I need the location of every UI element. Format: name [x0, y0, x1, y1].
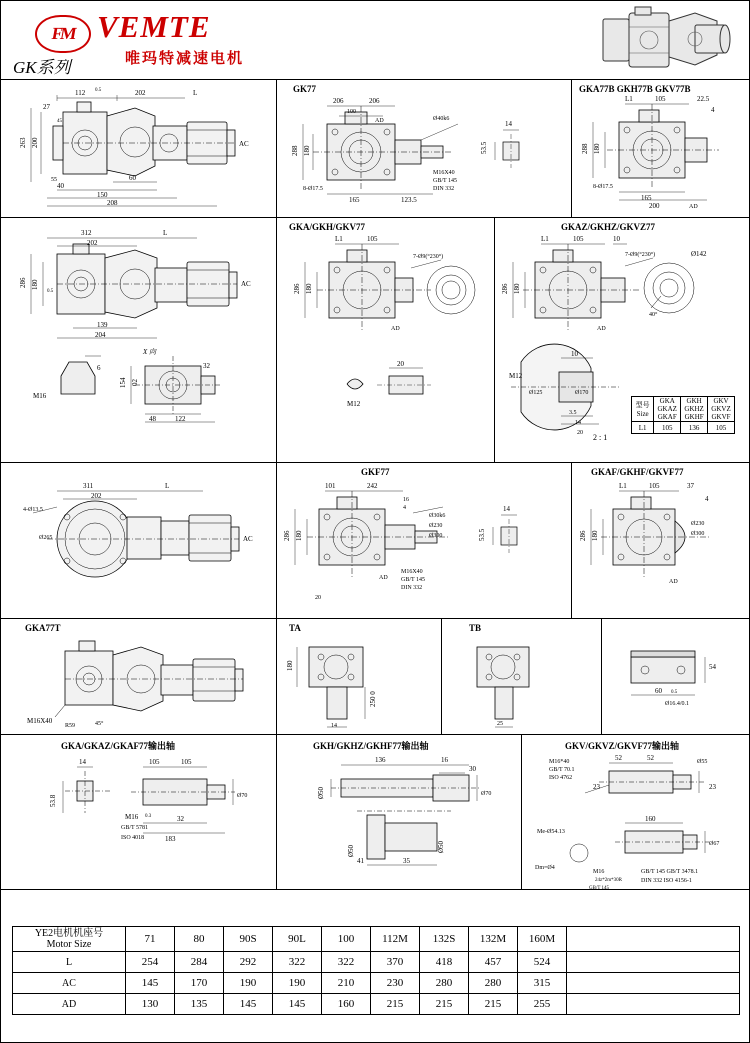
svg-text:180: 180	[31, 279, 39, 290]
size-row-label: L1	[632, 422, 654, 434]
drawing-gka-side	[17, 228, 269, 348]
logo-text: FM	[50, 24, 76, 43]
svg-text:16: 16	[403, 497, 409, 503]
svg-text:Ø170: Ø170	[575, 390, 589, 396]
band3-title-2: GKAF/GKHF/GKVF77	[591, 467, 684, 477]
svg-text:286: 286	[19, 277, 27, 288]
svg-text:202: 202	[87, 239, 98, 247]
band3-title-1: GKF77	[361, 467, 390, 477]
svg-text:154: 154	[119, 377, 127, 388]
svg-text:180: 180	[591, 530, 599, 541]
svg-text:Ø142: Ø142	[691, 250, 707, 258]
svg-text:23: 23	[709, 783, 716, 791]
ad-6: 215	[420, 994, 469, 1015]
brand-block	[97, 9, 244, 68]
l-6: 418	[420, 952, 469, 973]
svg-text:3.5: 3.5	[569, 410, 577, 416]
size-132s: 132S	[420, 927, 469, 952]
svg-text:0.5: 0.5	[671, 690, 678, 695]
ac-1: 170	[175, 973, 224, 994]
motor-size-label-cn: YE2电机机座号	[34, 928, 104, 939]
svg-text:GB/T 145: GB/T 145	[401, 577, 426, 583]
svg-text:242: 242	[367, 482, 378, 490]
drawing-gka-output-shaft	[25, 753, 265, 883]
std-gbt145: GB/T 145 GB/T 3478.1	[641, 869, 699, 875]
svg-text:Dm=Ø4: Dm=Ø4	[535, 865, 555, 871]
size-160m: 160M	[518, 927, 567, 952]
svg-text:ISO 4762: ISO 4762	[549, 775, 573, 781]
svg-text:Ø125: Ø125	[529, 390, 543, 396]
svg-text:45: 45	[57, 119, 62, 124]
ac-6: 280	[420, 973, 469, 994]
svg-text:ISO 4018: ISO 4018	[121, 835, 145, 841]
ad-2: 145	[224, 994, 273, 1015]
svg-text:L1: L1	[619, 482, 627, 490]
drawing-tb	[453, 635, 593, 731]
ad-1: 135	[175, 994, 224, 1015]
svg-text:Ø300: Ø300	[691, 531, 705, 537]
table-spacer-2	[567, 973, 740, 994]
ad-8: 255	[518, 994, 567, 1015]
drawing-tb-detail	[609, 643, 739, 723]
svg-text:22.5: 22.5	[697, 95, 710, 103]
size-val-0: 105	[654, 422, 681, 434]
svg-text:Ø67: Ø67	[709, 841, 720, 847]
svg-text:52: 52	[615, 754, 622, 762]
svg-text:32: 32	[177, 815, 184, 823]
svg-text:AD: AD	[689, 204, 698, 210]
svg-text:100: 100	[347, 109, 356, 115]
svg-text:202: 202	[135, 89, 146, 97]
svg-text:32: 32	[203, 362, 210, 370]
svg-text:208: 208	[107, 199, 118, 207]
svg-text:123.5: 123.5	[401, 196, 417, 204]
svg-text:Ø265: Ø265	[39, 535, 53, 541]
svg-text:AD: AD	[669, 579, 678, 585]
svg-text:Ø30k6: Ø30k6	[429, 513, 446, 519]
svg-text:288: 288	[291, 145, 299, 156]
svg-text:AD: AD	[375, 118, 384, 124]
svg-text:286: 286	[579, 530, 587, 541]
svg-text:23: 23	[593, 783, 600, 791]
svg-text:AC: AC	[239, 140, 249, 148]
svg-text:204: 204	[95, 331, 106, 339]
svg-text:180: 180	[286, 660, 294, 671]
svg-text:206: 206	[333, 97, 344, 105]
svg-text:8-Ø17.5: 8-Ø17.5	[593, 184, 613, 190]
brand-name-cn: 唯玛特减速电机	[125, 49, 245, 67]
svg-text:Ø70: Ø70	[481, 791, 492, 797]
svg-text:312: 312	[81, 229, 92, 237]
svg-text:150: 150	[97, 191, 108, 199]
ad-0: 130	[126, 994, 175, 1015]
size-80: 80	[175, 927, 224, 952]
band5-title-1: GKA/GKAZ/GKAF77输出轴	[61, 741, 176, 751]
svg-text:288: 288	[581, 143, 589, 154]
l-5: 370	[371, 952, 420, 973]
band5-title-2: GKH/GKHZ/GKHF77输出轴	[313, 741, 429, 751]
svg-text:105: 105	[181, 758, 192, 766]
svg-text:M12: M12	[347, 400, 361, 408]
svg-text:14: 14	[575, 420, 581, 426]
svg-text:6: 6	[97, 364, 101, 372]
drawing-shaft-detail-mid	[331, 358, 451, 418]
svg-text:0.3: 0.3	[145, 814, 152, 819]
svg-text:180: 180	[305, 283, 313, 294]
svg-text:Me-Ø54.13: Me-Ø54.13	[537, 829, 565, 835]
svg-text:X 向: X 向	[143, 348, 157, 356]
svg-text:M16: M16	[593, 869, 605, 875]
row-label-ac: AC	[13, 973, 126, 994]
svg-text:20: 20	[577, 430, 583, 436]
svg-text:L: L	[163, 229, 168, 237]
svg-text:2 : 1: 2 : 1	[593, 433, 608, 442]
svg-text:52: 52	[647, 754, 654, 762]
svg-text:180: 180	[513, 283, 521, 294]
svg-text:10: 10	[613, 235, 620, 243]
size-132m: 132M	[469, 927, 518, 952]
table-row-l	[13, 952, 740, 973]
svg-text:Ø230: Ø230	[691, 521, 705, 527]
svg-text:AD: AD	[391, 326, 400, 332]
drawing-x-view	[25, 346, 265, 438]
motor-size-table	[12, 926, 740, 1015]
svg-text:105: 105	[573, 235, 584, 243]
svg-text:M16: M16	[125, 813, 139, 821]
band-gk77	[1, 80, 749, 218]
svg-text:20: 20	[315, 595, 321, 601]
size-val-2: 105	[708, 422, 735, 434]
ad-7: 215	[469, 994, 518, 1015]
svg-text:L: L	[193, 89, 198, 97]
ad-4: 160	[322, 994, 371, 1015]
band2-title-2: GKAZ/GKHZ/GKVZ77	[561, 222, 656, 232]
svg-text:L1: L1	[541, 235, 549, 243]
drawing-gka-front	[291, 234, 481, 354]
ac-3: 190	[273, 973, 322, 994]
size-112m: 112M	[371, 927, 420, 952]
size-90l: 90L	[273, 927, 322, 952]
band4-title-1: GKA77T	[25, 623, 61, 633]
svg-text:14: 14	[79, 758, 86, 766]
band-gka77t	[1, 619, 749, 735]
svg-text:14: 14	[331, 723, 337, 729]
l-7: 457	[469, 952, 518, 973]
svg-text:165: 165	[641, 194, 652, 202]
svg-text:53.8: 53.8	[49, 794, 57, 807]
svg-text:105: 105	[149, 758, 160, 766]
svg-text:Ø230: Ø230	[429, 523, 443, 529]
svg-text:7-Ø9(°230°): 7-Ø9(°230°)	[625, 252, 656, 258]
ac-4: 210	[322, 973, 371, 994]
table-spacer-3	[567, 994, 740, 1015]
svg-text:37: 37	[687, 482, 694, 490]
drawing-gk77-front	[283, 94, 563, 212]
svg-text:Ø16.4/0.1: Ø16.4/0.1	[665, 701, 689, 707]
svg-text:AD: AD	[597, 326, 606, 332]
table-row-ac	[13, 973, 740, 994]
gearbox-illustration	[599, 7, 731, 73]
svg-text:Ø50: Ø50	[347, 844, 355, 857]
svg-text:M12: M12	[509, 372, 523, 380]
size-90s: 90S	[224, 927, 273, 952]
svg-text:202: 202	[91, 492, 102, 500]
l-4: 322	[322, 952, 371, 973]
svg-text:112: 112	[75, 89, 86, 97]
svg-text:54: 54	[709, 663, 716, 671]
svg-text:M16X40: M16X40	[433, 170, 455, 176]
svg-text:25: 25	[497, 721, 503, 727]
svg-text:263: 263	[19, 137, 27, 148]
svg-text:35: 35	[403, 857, 410, 865]
svg-text:27: 27	[43, 103, 50, 111]
l-2: 292	[224, 952, 273, 973]
drawing-gkf-side	[17, 477, 269, 607]
svg-text:206: 206	[369, 97, 380, 105]
drawing-gkaz-front	[501, 234, 711, 364]
svg-text:16: 16	[441, 756, 448, 764]
svg-text:41: 41	[357, 857, 364, 865]
band1-title-1: GK77	[293, 84, 317, 94]
svg-text:45°: 45°	[95, 721, 104, 727]
band-output-shafts	[1, 735, 749, 890]
brand-name-en: VEMTE	[97, 9, 211, 44]
svg-text:L1: L1	[625, 95, 633, 103]
band4-title-2: TA	[289, 623, 301, 633]
svg-text:AC: AC	[243, 535, 253, 543]
svg-text:10: 10	[571, 350, 578, 358]
svg-text:14: 14	[505, 120, 512, 128]
svg-text:Ø55: Ø55	[697, 759, 708, 765]
svg-text:53.5: 53.5	[480, 141, 488, 154]
ac-8: 315	[518, 973, 567, 994]
svg-text:286: 286	[293, 283, 301, 294]
svg-text:139: 139	[97, 321, 108, 329]
motor-size-label-en: Motor Size	[46, 939, 92, 950]
svg-text:122: 122	[175, 415, 186, 423]
band1-title-2: GKA77B GKH77B GKV77B	[579, 84, 691, 94]
drawing-gkh-output-shaft	[291, 753, 511, 883]
svg-text:AC: AC	[241, 280, 251, 288]
svg-text:200: 200	[649, 202, 660, 210]
ac-0: 145	[126, 973, 175, 994]
svg-text:M16X40: M16X40	[27, 717, 53, 725]
svg-text:GB/T 70.1: GB/T 70.1	[549, 767, 575, 773]
size-table: 型号 Size GKA GKAZ GKAF GKH GKHZ GKHF GKV GKVZ GKVF L1 105 136 105	[631, 396, 735, 434]
ad-3: 145	[273, 994, 322, 1015]
svg-text:286: 286	[283, 530, 291, 541]
svg-text:Ø50: Ø50	[317, 786, 325, 799]
svg-text:200: 200	[31, 137, 39, 148]
drawing-gka77t	[25, 633, 265, 731]
svg-text:53.5: 53.5	[478, 528, 486, 541]
svg-text:105: 105	[649, 482, 660, 490]
svg-text:L: L	[165, 482, 170, 490]
table-spacer-1	[567, 952, 740, 973]
table-row-ad	[13, 994, 740, 1015]
drawing-gk77b-front	[579, 94, 744, 212]
svg-text:160: 160	[645, 815, 656, 823]
svg-text:GB/T 5781: GB/T 5781	[121, 825, 149, 831]
svg-text:M16X40: M16X40	[401, 569, 423, 575]
ac-5: 230	[371, 973, 420, 994]
svg-text:101: 101	[325, 482, 336, 490]
svg-text:4-Ø13.5: 4-Ø13.5	[23, 507, 43, 513]
svg-text:136: 136	[375, 756, 386, 764]
row-label-ad: AD	[13, 994, 126, 1015]
ac-7: 280	[469, 973, 518, 994]
band5-title-3: GKV/GKVZ/GKVF77输出轴	[565, 741, 680, 751]
svg-text:105: 105	[367, 235, 378, 243]
band-gkf77	[1, 463, 749, 619]
company-logo	[35, 15, 91, 53]
svg-text:M16*40: M16*40	[549, 759, 570, 765]
svg-text:M16: M16	[33, 392, 47, 400]
svg-text:48: 48	[149, 415, 156, 423]
drawing-gk77-side	[17, 86, 269, 214]
drawing-ta	[283, 635, 433, 731]
drawing-gkf-front	[283, 479, 563, 609]
svg-text:Ø40k6: Ø40k6	[433, 116, 450, 122]
l-0: 254	[126, 952, 175, 973]
svg-text:7-Ø9(°230°): 7-Ø9(°230°)	[413, 254, 444, 260]
band-gka-gkh-gkv	[1, 218, 749, 463]
std-din332: DIN 332 ISO 4156-1	[641, 878, 692, 884]
svg-text:4: 4	[705, 495, 709, 503]
svg-text:L1: L1	[335, 235, 343, 243]
svg-text:20: 20	[397, 360, 404, 368]
svg-text:311: 311	[83, 482, 94, 490]
row-label-l: L	[13, 952, 126, 973]
svg-text:R59: R59	[65, 723, 76, 729]
svg-text:30: 30	[469, 765, 476, 773]
svg-text:4: 4	[711, 106, 715, 114]
svg-text:105: 105	[655, 95, 666, 103]
size-100: 100	[322, 927, 371, 952]
svg-text:40°: 40°	[649, 312, 658, 318]
svg-text:165: 165	[349, 196, 360, 204]
svg-text:AD: AD	[379, 575, 388, 581]
svg-text:24z*2m*30R: 24z*2m*30R	[595, 878, 622, 883]
size-val-1: 136	[681, 422, 708, 434]
svg-text:8-Ø17.5: 8-Ø17.5	[303, 186, 323, 192]
size-71: 71	[126, 927, 175, 952]
svg-text:Ø300: Ø300	[429, 533, 443, 539]
svg-text:180: 180	[303, 145, 311, 156]
svg-text:DIN 332: DIN 332	[433, 186, 455, 192]
motor-size-label	[13, 927, 126, 952]
svg-text:DIN 332: DIN 332	[401, 585, 423, 591]
svg-text:Ø70: Ø70	[237, 793, 248, 799]
page-header	[1, 1, 749, 80]
svg-text:GB/T 145: GB/T 145	[589, 886, 610, 891]
svg-text:Ø50: Ø50	[437, 840, 445, 853]
table-row-header	[13, 927, 740, 952]
l-3: 322	[273, 952, 322, 973]
svg-text:60: 60	[655, 687, 662, 695]
svg-text:60: 60	[129, 174, 136, 182]
svg-text:180: 180	[593, 143, 601, 154]
svg-text:0.5: 0.5	[47, 289, 54, 294]
table-spacer-0	[567, 927, 740, 952]
svg-text:0.5: 0.5	[95, 88, 102, 93]
series-title: GK系列	[13, 58, 71, 77]
svg-text:286: 286	[501, 283, 509, 294]
svg-text:55: 55	[51, 177, 57, 183]
ac-2: 190	[224, 973, 273, 994]
l-8: 524	[518, 952, 567, 973]
l-1: 284	[175, 952, 224, 973]
ad-5: 215	[371, 994, 420, 1015]
svg-text:40: 40	[57, 182, 64, 190]
svg-text:250 0: 250 0	[369, 691, 377, 707]
svg-text:183: 183	[165, 835, 176, 843]
svg-text:180: 180	[295, 530, 303, 541]
svg-text:4: 4	[403, 505, 406, 511]
svg-text:14: 14	[503, 505, 510, 513]
drawing-gkaf-front	[579, 479, 744, 609]
svg-text:02: 02	[131, 379, 139, 386]
drawing-gkv-output-shaft	[529, 749, 741, 891]
band2-title-1: GKA/GKH/GKV77	[289, 222, 366, 232]
svg-text:GB/T 145: GB/T 145	[433, 178, 458, 184]
band4-title-3: TB	[469, 623, 482, 633]
